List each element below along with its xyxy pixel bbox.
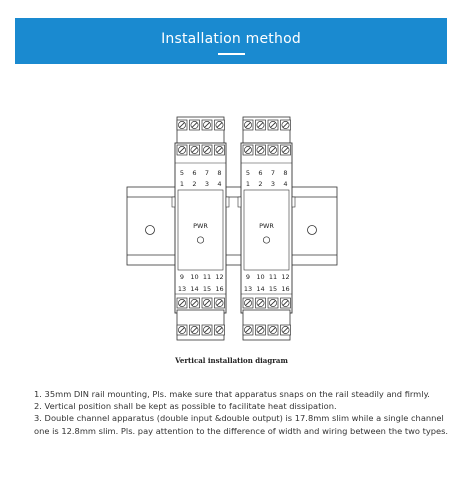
- terminal-number: 1: [179, 180, 185, 188]
- terminal-number: 14: [190, 285, 199, 293]
- terminal-number: 7: [270, 169, 276, 177]
- terminal-number: 6: [192, 169, 197, 177]
- terminal-number: 11: [202, 273, 212, 281]
- terminal-number: 1: [245, 180, 251, 188]
- terminal-number: 8: [283, 169, 288, 177]
- pwr-led-icon: [263, 237, 269, 243]
- latch: [226, 197, 229, 207]
- terminal-number: 10: [190, 273, 199, 281]
- terminal-number: 5: [179, 169, 185, 177]
- note-3-continued: one is 12.8mm slim. Pls. pay attention to the difference of width and wiring between the two types.: [34, 425, 449, 436]
- terminal-number: 2: [192, 180, 197, 188]
- terminal-number: 11: [268, 273, 278, 281]
- latch: [238, 197, 241, 207]
- terminal-number: 2: [258, 180, 263, 188]
- terminal-number: 12: [215, 273, 224, 281]
- terminal-number: 13: [243, 285, 253, 293]
- terminal-number: 13: [177, 285, 187, 293]
- faceplate: [244, 190, 289, 270]
- din-rail: [127, 187, 337, 265]
- terminal-number: 14: [256, 285, 265, 293]
- latch: [172, 197, 175, 207]
- pwr-led-icon: [197, 237, 203, 243]
- terminal-number: 4: [283, 180, 288, 188]
- terminal-number: 4: [217, 180, 222, 188]
- latch: [292, 197, 295, 207]
- note-1: 1. 35mm DIN rail mounting, Pls. make sure that apparatus snaps on the rail steadily and firmly.: [34, 389, 430, 399]
- faceplate: [178, 190, 223, 270]
- terminal-number: 3: [204, 180, 210, 188]
- diagram-caption: Vertical installation diagram: [175, 356, 288, 365]
- terminal-number: 16: [281, 285, 290, 293]
- terminal-number: 16: [215, 285, 224, 293]
- terminal-number: 15: [268, 285, 278, 293]
- terminal-number: 15: [202, 285, 212, 293]
- terminal-number: 7: [204, 169, 210, 177]
- page-title: Installation method: [161, 31, 301, 47]
- pwr-label: PWR: [193, 222, 208, 230]
- terminal-number: 6: [258, 169, 263, 177]
- terminal-number: 10: [256, 273, 265, 281]
- terminal-module: [238, 117, 295, 340]
- pwr-label: PWR: [259, 222, 274, 230]
- terminal-number: 8: [217, 169, 222, 177]
- terminal-number: 9: [179, 273, 185, 281]
- terminal-module: [172, 117, 229, 340]
- terminal-number: 9: [245, 273, 251, 281]
- terminal-number: 3: [270, 180, 276, 188]
- terminal-number: 12: [281, 273, 290, 281]
- terminal-number: 5: [245, 169, 251, 177]
- note-2: 2. Vertical position shall be kept as possible to facilitate heat dissipation.: [34, 401, 337, 412]
- note-3: 3. Double channel apparatus (double input &double output) is 17.8mm slim while a single channel: [34, 413, 444, 424]
- installation-notes: [34, 388, 454, 437]
